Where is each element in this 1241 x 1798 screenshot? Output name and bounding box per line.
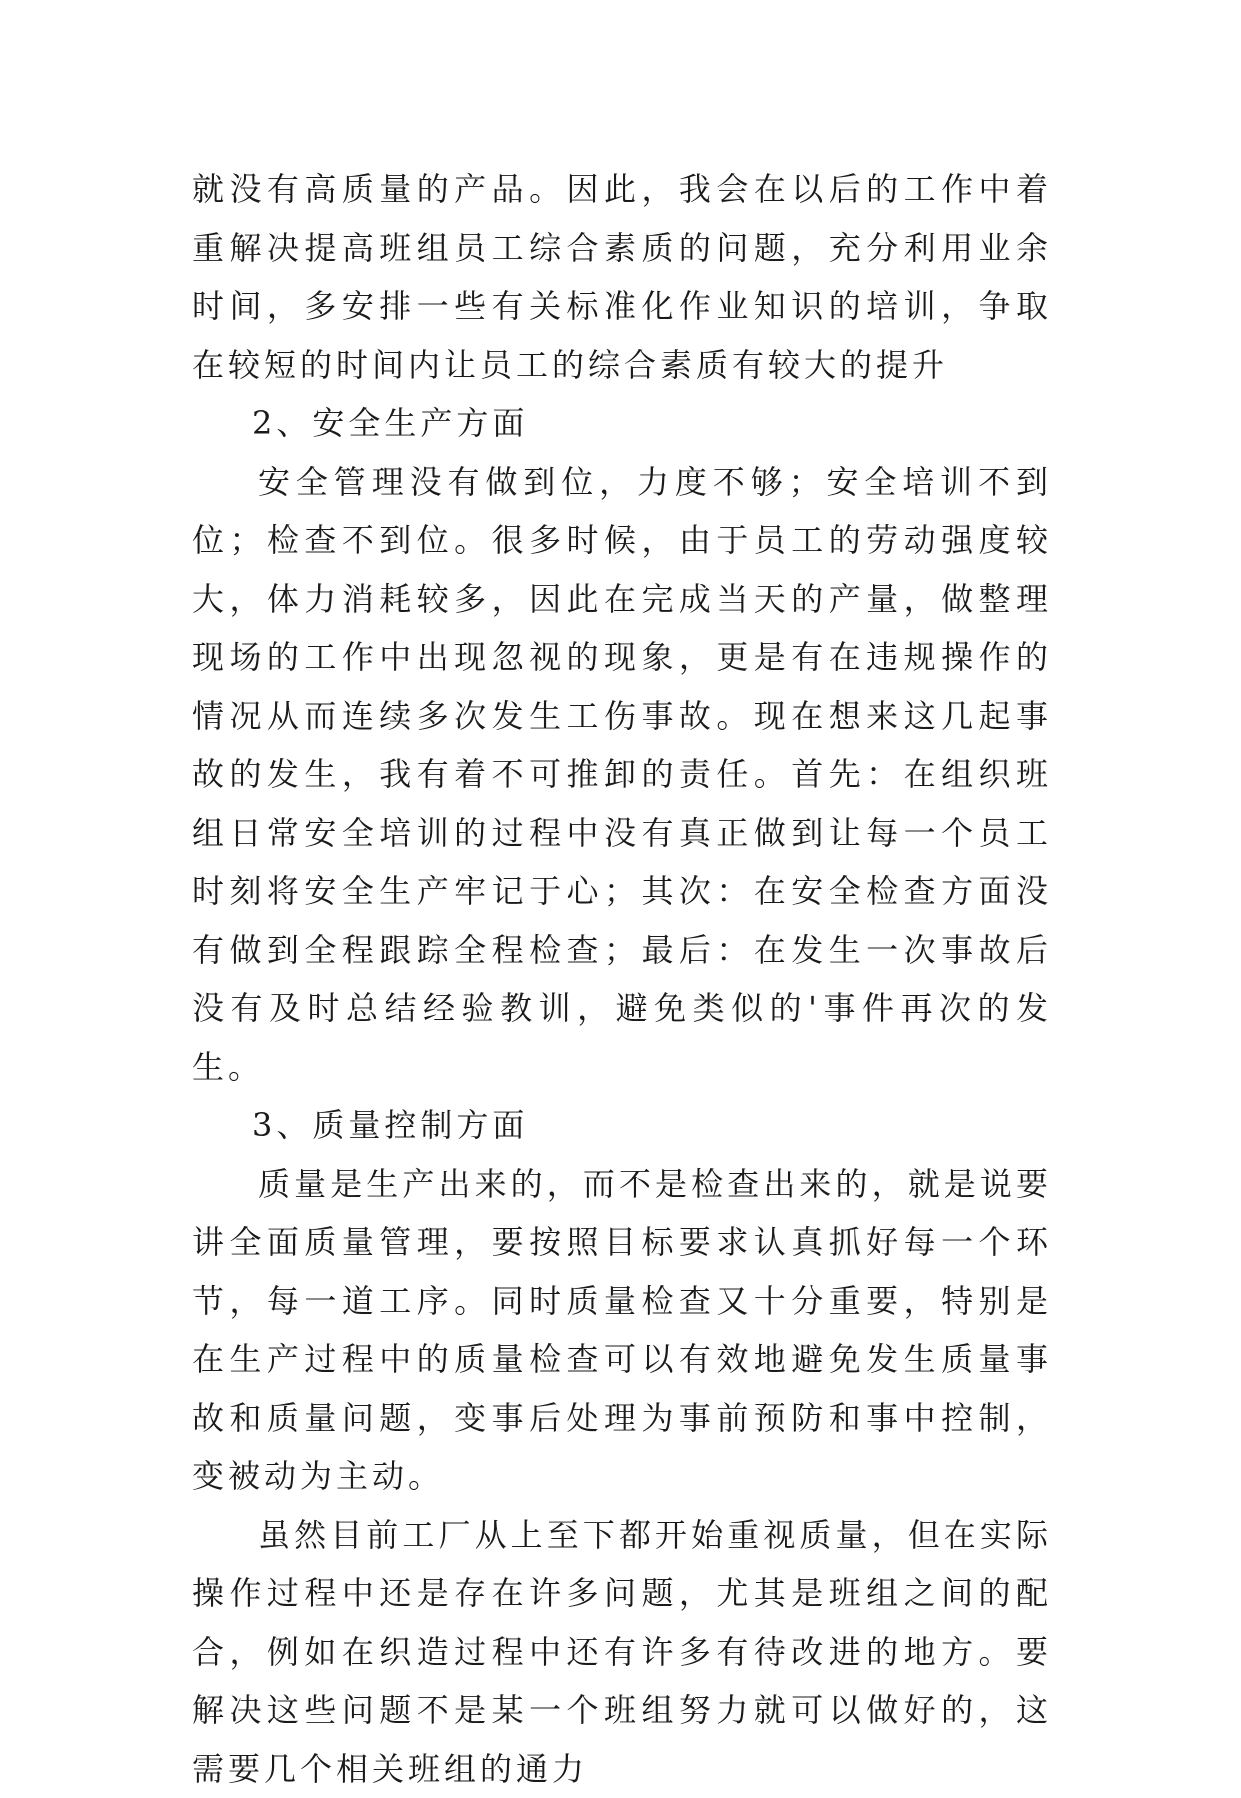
paragraph-continuation: 就没有高质量的产品。因此，我会在以后的工作中着重解决提高班组员工综合素质的问题，充分利用业余时间，多安排一些有关标准化作业知识的培训，争取在较短的时间内让员工的综合素质有较大的提升 xyxy=(192,160,1052,394)
document-body xyxy=(192,160,1052,1798)
paragraph-safety: 安全管理没有做到位，力度不够；安全培训不到位；检查不到位。很多时候，由于员工的劳动强度较大，体力消耗较多，因此在完成当天的产量，做整理现场的工作中出现忽视的现象，更是有在违规操作的情况从而连续多次发生工伤事故。现在想来这几起事故的发生，我有着不可推卸的责任。首先：在组织班组日常安全培训的过程中没有真正做到让每一个员工时刻将安全生产牢记于心；其次：在安全检查方面没有做到全程跟踪全程检查；最后：在发生一次事故后没有及时总结经验教训，避免类似的'事件再次的发生。 xyxy=(192,453,1052,1097)
section-heading-quality: 3、质量控制方面 xyxy=(192,1096,1052,1155)
section-heading-safety: 2、安全生产方面 xyxy=(192,394,1052,453)
paragraph-quality-issues: 虽然目前工厂从上至下都开始重视质量，但在实际操作过程中还是存在许多问题，尤其是班组之间的配合，例如在织造过程中还有许多有待改进的地方。要解决这些问题不是某一个班组努力就可以做好的，这需要几个相关班组的通力 xyxy=(192,1506,1052,1798)
paragraph-quality: 质量是生产出来的，而不是检查出来的，就是说要讲全面质量管理，要按照目标要求认真抓好每一个环节，每一道工序。同时质量检查又十分重要，特别是在生产过程中的质量检查可以有效地避免发生质量事故和质量问题，变事后处理为事前预防和事中控制，变被动为主动。 xyxy=(192,1155,1052,1506)
